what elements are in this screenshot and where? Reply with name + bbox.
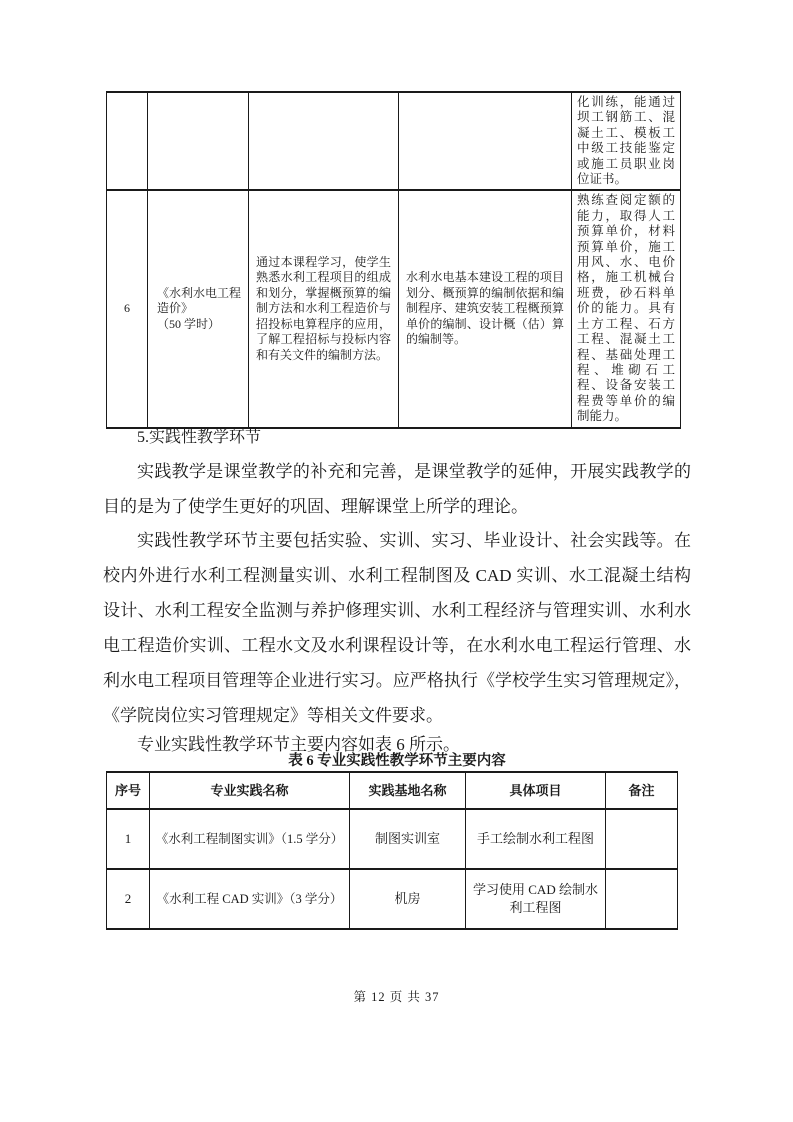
practice-note — [606, 809, 678, 869]
practice-name: 《水利工程制图实训》（1.5 学分） — [150, 809, 350, 869]
practice-table — [106, 771, 678, 930]
row-index: 2 — [107, 869, 150, 929]
practice-project: 手工绘制水利工程图 — [466, 809, 606, 869]
practice-base: 制图实训室 — [350, 809, 466, 869]
header-project: 具体项目 — [466, 772, 606, 809]
practice-table-header-row — [107, 772, 678, 809]
course-row-index: 6 — [107, 190, 148, 427]
header-note: 备注 — [606, 772, 678, 809]
course-ability-carryover-text: 化训练，能通过坝工钢筋工、混凝土工、模板工中级工技能鉴定或施工员职业岗位证书。 — [572, 92, 681, 190]
section-heading: 5.实践性教学环节 — [137, 429, 262, 446]
carryover-empty-cell-name — [148, 92, 249, 190]
header-base-name: 实践基地名称 — [350, 772, 466, 809]
carryover-empty-cell-content — [399, 92, 572, 190]
carryover-empty-cell-objective — [249, 92, 399, 190]
practice-table-row — [107, 869, 678, 929]
practice-name: 《水利工程 CAD 实训》（3 学分） — [150, 869, 350, 929]
practice-note — [606, 869, 678, 929]
header-practice-name: 专业实践名称 — [150, 772, 350, 809]
course-objective: 通过本课程学习，使学生熟悉水利工程项目的组成和划分，掌握概预算的编制方法和水利工程造价与招投标电算程序的应用，了解工程招标与投标内容和有关文件的编制方法。 — [249, 190, 399, 427]
course-table-row-6 — [107, 190, 681, 427]
course-table-carryover-row — [107, 92, 681, 190]
practice-project: 学习使用 CAD 绘制水利工程图 — [466, 869, 606, 929]
paragraph-2: 实践性教学环节主要包括实验、实训、实习、毕业设计、社会实践等。在校内外进行水利工程测量实训、水利工程制图及 CAD 实训、水工混凝土结构设计、水利工程安全监测与养护修理实训、水利工程经济与管理实训、水利水电工程造价实训、工程水文及水利课程设计等，在水利水电工程运行管理、水利水电工程项目管理等企业进行实习。应严格执行《学校学生实习管理规定》，《学院岗位实习管理规定》等相关文件要求。 — [103, 531, 691, 725]
paragraph-1: 实践教学是课堂教学的补充和完善，是课堂教学的延伸，开展实践教学的目的是为了使学生更好的巩固、理解课堂上所学的理论。 — [103, 462, 691, 516]
course-content: 水利水电基本建设工程的项目划分、概预算的编制依据和编制程序、建筑安装工程概预算单价的编制、设计概（估）算的编制等。 — [399, 190, 572, 427]
practice-table-caption: 表 6 专业实践性教学环节主要内容 — [288, 753, 506, 769]
header-index: 序号 — [107, 772, 150, 809]
course-name: 《水利水电工程造价》 — [157, 285, 242, 316]
page-footer: 第 12 页 共 37 — [353, 990, 440, 1004]
course-outline-table — [106, 91, 681, 429]
practice-base: 机房 — [350, 869, 466, 929]
paragraph-3: 专业实践性教学环节主要内容如表 6 所示。 — [137, 735, 460, 754]
carryover-empty-cell-index — [107, 92, 148, 190]
course-hours: （50 学时） — [157, 316, 221, 331]
practice-table-row — [107, 809, 678, 869]
course-ability: 熟练查阅定额的能力，取得人工预算单价，材料预算单价，施工用风、水、电价格，施工机械台班费，砂石料单价的能力。具有土方工程、石方工程、混凝土工程、基础处理工程、堆砌石工程、设备安装工程费等单价的编制能力。 — [572, 190, 681, 427]
row-index: 1 — [107, 809, 150, 869]
course-name-cell — [148, 190, 249, 427]
